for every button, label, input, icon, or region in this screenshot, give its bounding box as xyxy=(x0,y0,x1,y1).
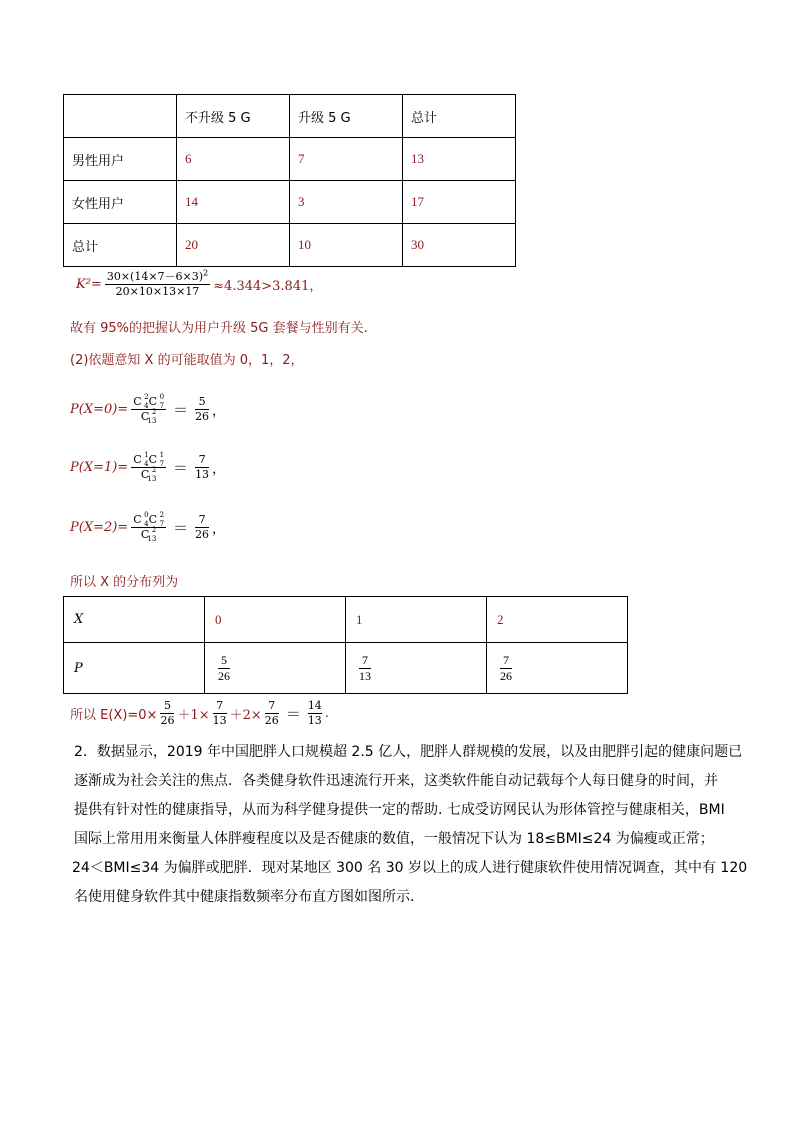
combination: C 2 7 xyxy=(148,511,165,528)
k2-fraction xyxy=(105,270,210,299)
k2-exponent: 2 xyxy=(203,268,209,278)
conclusion-text: 故有 95%的把握认为用户升级 5G 套餐与性别有关. xyxy=(70,321,368,336)
probability-line xyxy=(70,392,225,427)
probability-lhs: P(X=0)= xyxy=(70,402,129,417)
combination: C 1 7 xyxy=(148,451,165,468)
combination: C 1 4 xyxy=(133,451,149,468)
table-cell: 13 xyxy=(403,138,516,181)
table-header-cell: 升级 5 G xyxy=(290,95,403,138)
fraction xyxy=(131,392,166,427)
fraction: $\frac{7}{26}$ xyxy=(264,699,279,727)
probability-tail: ， xyxy=(212,404,226,419)
x-value: 2 xyxy=(487,597,628,643)
probability-tail: ， xyxy=(212,522,226,537)
k2-result: ≈4.344>3.841， xyxy=(213,279,323,294)
row-label: 总计 xyxy=(64,224,177,267)
p-value: $\frac{7}{13}$ xyxy=(346,643,487,694)
expectation-lhs: 所以 E(X)=0× xyxy=(70,708,158,723)
p-value: $\frac{5}{26}$ xyxy=(205,643,346,694)
k2-denominator: 20×10×13×17 xyxy=(115,285,200,298)
fraction xyxy=(131,510,166,545)
combination: C 2 13 xyxy=(140,408,157,425)
p-value: $\frac{7}{26}$ xyxy=(487,643,628,694)
table-cell: 7 xyxy=(290,138,403,181)
p-label: P xyxy=(64,643,205,694)
expectation-tail: . xyxy=(324,706,329,721)
table-row xyxy=(64,643,628,694)
k2-lhs: K²= xyxy=(76,277,102,292)
row-label: 男性用户 xyxy=(64,138,177,181)
plus-term: ＋1× xyxy=(177,708,210,723)
equals-sign: ＝ xyxy=(173,519,189,537)
table-cell: 20 xyxy=(177,224,290,267)
contingency-table xyxy=(63,94,516,267)
table-row xyxy=(64,224,516,267)
equals-sign: ＝ xyxy=(173,401,189,419)
table-cell: 10 xyxy=(290,224,403,267)
combination: C 2 4 xyxy=(133,393,149,410)
table-cell: 17 xyxy=(403,181,516,224)
plus-term: ＋2× xyxy=(229,708,262,723)
fraction: $\frac{5}{26}$ xyxy=(195,395,210,423)
row-label: 女性用户 xyxy=(64,181,177,224)
table-row xyxy=(64,597,628,643)
table-cell: 3 xyxy=(290,181,403,224)
part2-intro: (2)依题意知 X 的可能取值为 0，1，2， xyxy=(70,353,304,368)
question-line: 国际上常用用来衡量人体胖瘦程度以及是否健康的数值，一般情况下认为 18≤BMI≤24 为偏瘦或正常； xyxy=(74,831,714,847)
table-cell xyxy=(64,95,177,138)
table-cell: 30 xyxy=(403,224,516,267)
fraction: $\frac{5}{26}$ xyxy=(160,699,175,727)
equals-sign: ＝ xyxy=(285,705,301,723)
probability-tail: ， xyxy=(212,462,226,477)
combination: C 2 13 xyxy=(140,466,157,483)
fraction: $\frac{7}{13}$ xyxy=(212,699,227,727)
equals-sign: ＝ xyxy=(173,459,189,477)
distribution-table xyxy=(63,596,628,694)
table-cell: 6 xyxy=(177,138,290,181)
table-header-cell: 不升级 5 G xyxy=(177,95,290,138)
fraction xyxy=(131,450,166,485)
question-line: 2．数据显示，2019 年中国肥胖人口规模超 2.5 亿人，肥胖人群规模的发展，以及由肥胖引起的健康问题已 xyxy=(74,744,743,760)
combination: C 0 7 xyxy=(148,393,165,410)
table-row xyxy=(64,181,516,224)
fraction: $\frac{14}{13}$ xyxy=(307,699,322,727)
expectation-line xyxy=(70,699,329,728)
question-2 xyxy=(72,738,748,912)
probability-line xyxy=(70,450,225,485)
x-value: 1 xyxy=(346,597,487,643)
question-line: 逐渐成为社会关注的焦点．各类健身软件迅速流行开来，这类软件能自动记载每个人每日健身的时间，并 xyxy=(74,773,718,789)
combination: C 0 4 xyxy=(133,511,149,528)
fraction: $\frac{7}{26}$ xyxy=(195,513,210,541)
k2-formula xyxy=(76,270,322,299)
combination: C 2 13 xyxy=(140,526,157,543)
fraction: $\frac{7}{13}$ xyxy=(195,453,210,481)
dist-intro: 所以 X 的分布列为 xyxy=(70,575,179,590)
table-row xyxy=(64,138,516,181)
x-label: X xyxy=(64,597,205,643)
probability-lhs: P(X=1)= xyxy=(70,460,129,475)
question-line: 提供有针对性的健康指导，从而为科学健身提供一定的帮助. 七成受访网民认为形体管控与健康相关，BMI xyxy=(74,802,725,818)
x-value: 0 xyxy=(205,597,346,643)
table-header-cell: 总计 xyxy=(403,95,516,138)
question-line: 名使用健身软件其中健康指数频率分布直方图如图所示． xyxy=(74,889,424,905)
probability-lhs: P(X=2)= xyxy=(70,520,129,535)
k2-numerator: 30×(14×7－6×3) xyxy=(106,270,204,283)
question-line: 24＜BMI≤34 为偏胖或肥胖．现对某地区 300 名 30 岁以上的成人进行健康软件使用情况调查，其中有 120 xyxy=(72,860,748,876)
table-header-row xyxy=(64,95,516,138)
table-cell: 14 xyxy=(177,181,290,224)
probability-line xyxy=(70,510,225,545)
